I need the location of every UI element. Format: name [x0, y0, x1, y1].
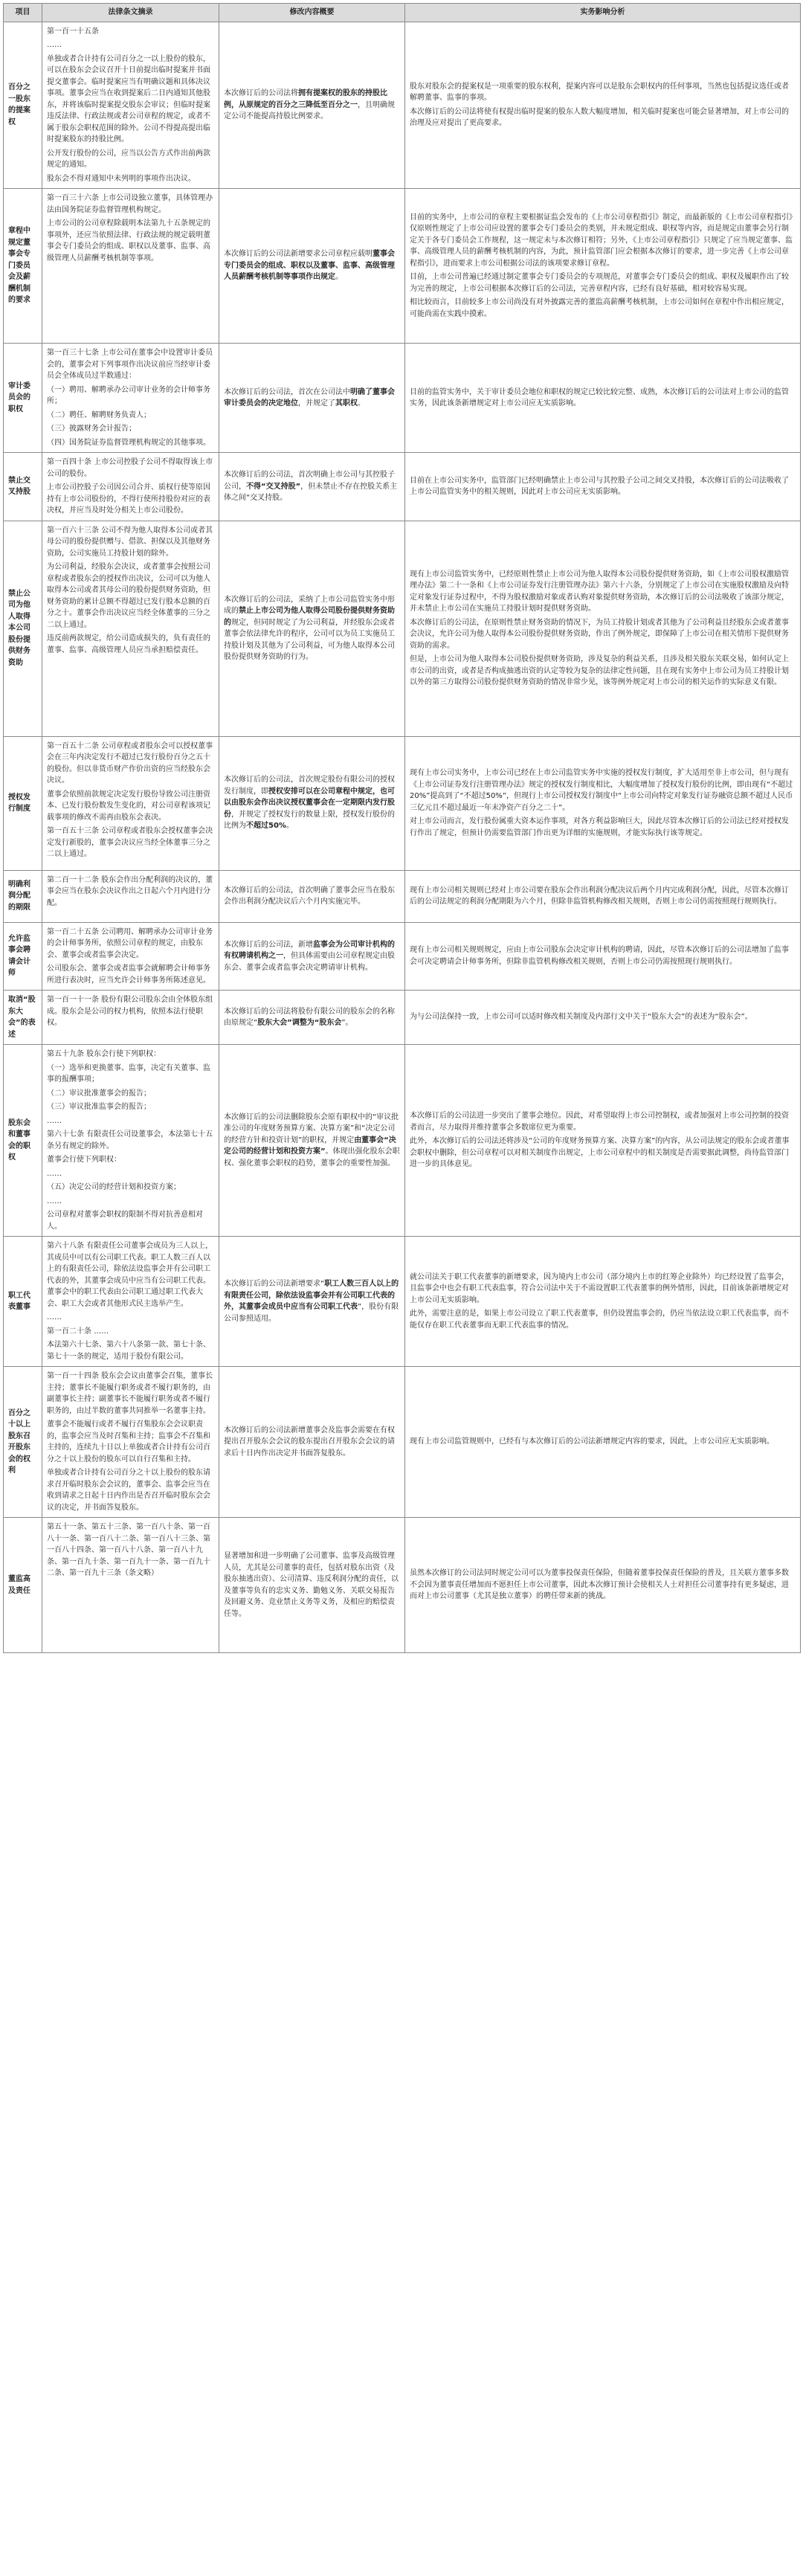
row-practical-impact [405, 1045, 801, 1237]
law-paragraph: （一）选举和更换董事、监事，决定有关董事、监事的报酬事项； [47, 1063, 210, 1083]
table-row [4, 453, 801, 521]
impact-paragraph: 此外，需要注意的是，如果上市公司设立了职工代表董事，但仍设置监事会的，仍应当依法设立职工代表监事，而不能仅存在职工代表董事而无职工代表监事的情况。 [410, 1310, 789, 1330]
summary-text: ，并规定了 [298, 399, 335, 408]
row-law-excerpt [42, 991, 219, 1045]
law-paragraph: 单独或者合计持有公司百分之一以上股份的股东，可以在股东会会议召开十日前提出临时提案并书面提交董事会。临时提案应当有明确议题和具体决议事项。董事会应当在收到提案后二日内通知其他股东，并将该临时提案提交股东会审议；但临时提案违反法律、行政法规或者公司章程的规定，或者不属于股东会职权范围的除外。公司不得提高提出临时提案股东的持股比例。 [47, 54, 210, 144]
impact-paragraph: 此外，本次修订后的公司法还将涉及“公司的年度财务预算方案、决算方案”的内容，从公司法规定的股东会或者董事会职权中删除，但公司章程可以对相关制度作出规定，上市公司章程中的相关制度是否需要据此调整，尚待监管部门进一步的具体意见。 [410, 1137, 790, 1169]
impact-paragraph: 本次修订后的公司法进一步突出了董事会地位。因此，对希望取得上市公司控制权，或者加强对上市公司控制的投资者而言，尽力取得并维持董事会多数席位更为重要。 [410, 1112, 789, 1132]
law-paragraph: …… [47, 1313, 62, 1321]
law-paragraph: 第一百三十六条 上市公司设独立董事，具体管理办法由国务院证券监督管理机构规定。 [47, 194, 213, 214]
impact-paragraph: 目前，上市公司普遍已经通过制定董事会专门委员会的专项规范，对董事会专门委员会的组成、职权及履职作出了较为完善的规定，上市公司根据本次修订后的公司法，完善章程内容，已经有良好基础，相对较容易实现。 [410, 273, 789, 293]
law-paragraph: （五）决定公司的经营计划和投资方案； [47, 1183, 181, 1191]
law-paragraph: 上市公司控股子公司因公司合并、质权行使等原因持有上市公司股份的，不得行使所持股份对应的表决权，并应当及时处分相关上市公司股份。 [47, 483, 210, 515]
summary-text: 本次修订后的公司法，采纳了上市公司监管实务中形成的 [224, 595, 395, 615]
row-law-excerpt [42, 453, 219, 521]
row-item-label: 明确利润分配的期限 [4, 870, 42, 922]
row-item-label: 授权发行制度 [4, 736, 42, 870]
summary-text: ，并规定了授权发行的数量上限，授权发行股份的比例为 [224, 810, 395, 831]
row-change-summary [219, 1367, 405, 1518]
law-paragraph: 公开发行股份的公司，应当以公告方式作出前两款规定的通知。 [47, 149, 210, 169]
law-paragraph: 第一百六十三条 公司不得为他人取得本公司或者其母公司的股份提供赠与、借款、担保以及其他财务资助，公司实施员工持股计划的除外。 [47, 526, 213, 558]
law-paragraph: 第一百五十三条 公司章程或者股东会授权董事会决定发行新股的，董事会决议应当经全体董事三分之二以上通过。 [47, 827, 213, 858]
row-law-excerpt [42, 922, 219, 991]
summary-text: ，但未禁止不存在控股关系主体之间“交叉持股。 [224, 482, 398, 502]
law-paragraph: 公司章程对董事会职权的限制不得对抗善意相对人。 [47, 1211, 203, 1231]
row-practical-impact [405, 453, 801, 521]
law-paragraph: （三）审议批准监事会的报告； [47, 1103, 151, 1111]
summary-text: ”，股份有限公司参照适用。 [224, 1303, 399, 1323]
law-paragraph: （四）国务院证券监督管理机构规定的其他事项。 [47, 438, 210, 447]
row-item-label: 禁止公司为他人取得本公司股份提供财务资助 [4, 521, 42, 736]
row-item-label: 章程中规定董事会专门委员会及薪酬机制的要求 [4, 189, 42, 344]
law-paragraph: 第六十八条 有限责任公司董事会成员为三人以上，其成员中可以有公司职工代表。职工人数三百人以上的有限责任公司，除依法设监事会并有公司职工代表的外，其董事会成员中应当有公司职工代表。董事会中的职工代表由公司职工通过职工代表大会、职工大会或者其他形式民主选举产生。 [47, 1242, 213, 1308]
row-change-summary [219, 1045, 405, 1237]
law-paragraph: 第五十九条 股东会行使下列职权： [47, 1050, 161, 1058]
row-practical-impact [405, 189, 801, 344]
header-law-excerpt: 法律条文摘录 [42, 4, 219, 22]
row-change-summary [219, 22, 405, 189]
summary-text: 本次修订后的公司法，首次规定股份有限公司的授权发行制度，即 [224, 776, 395, 796]
header-practical-impact: 实务影响分析 [405, 4, 801, 22]
law-paragraph: 第一百三十七条 上市公司在董事会中设置审计委员会的，董事会对下列事项作出决议前应当经审计委员会全体成员过半数通过： [47, 349, 213, 380]
impact-paragraph: 本次修订后的公司法，在原则性禁止财务资助的情况下，为员工持股计划或者其他为了公司利益且经股东会或者董事会决议，允许公司为他人取得本公司股份提供财务资助，作出了例外规定，即保障了上市公司在相关情形下提供财务资助的需求。 [410, 618, 789, 650]
summary-emphasis: 职工人数三百人以上的有限责任公司，除依法设监事会并有公司职工代表的外，其董事会成员中应当有公司职工代表 [224, 1280, 399, 1311]
table-row [4, 1518, 801, 1653]
summary-text: 本次修订后的公司法新增要求“ [224, 1280, 325, 1288]
impact-paragraph: 现有上市公司相关规则已经对上市公司要在股东会作出利润分配决议后两个月内完成利润分配，因此，尽管本次修订后的公司法规定的利润分配期限为六个月，但除非监管机构修改相关规则，否则上市公司仍需按照现行规则执行。 [410, 886, 789, 906]
impact-paragraph: 现有上市公司监管实务中，已经原则性禁止上市公司为他人取得本公司股份提供财务资助，如《上市公司股权激励管理办法》第二十一条和《上市公司证券发行注册管理办法》第六十六条，分别规定了上市公司在实施股权激励及向特定对象发行证券过程中，不得为股权激励对象或者认购对象提供财务资助，本次修订后的公司法吸收了该部分规定，并未禁止上市公司在实施员工持股计划时提供财务资助。 [410, 570, 789, 613]
law-paragraph: （一）聘用、解聘承办公司审计业务的会计师事务所； [47, 385, 210, 405]
row-law-excerpt [42, 870, 219, 922]
law-paragraph: 董事会依照前款规定决定发行股份导致公司注册资本、已发行股份数发生变化的，对公司章程该项记载事项的修改不需再由股东会表决。 [47, 790, 210, 822]
table-row [4, 22, 801, 189]
row-item-label: 审计委员会的职权 [4, 344, 42, 453]
table-row [4, 521, 801, 736]
impact-paragraph: 就公司法关于职工代表董事的新增要求，因为境内上市公司（部分境内上市的红筹企业除外）均已经设置了监事会，且监事会中也会有职工代表监事，符合公司法中关于不需设置职工代表董事的例外情形，因此，目前该条新增规定对上市公司无实质影响。 [410, 1272, 789, 1304]
law-paragraph: 上市公司的公司章程除载明本法第九十五条规定的事项外，还应当依照法律、行政法规的规定载明董事会专门委员会的组成、职权以及董事、监事、高级管理人员薪酬考核机制等事项。 [47, 219, 210, 263]
impact-paragraph: 现有上市公司监管规则中，已经有与本次修订后的公司法新增规定内容的要求，因此，上市公司应无实质影响。 [410, 1437, 774, 1446]
row-change-summary [219, 922, 405, 991]
impact-paragraph: 对上市公司而言，发行股份属重大资本运作事项，对各方利益影响巨大，因此尽管本次修订后的公司法已经对授权发行作出了规定，但预计仍需要监管部门作出更为详细的实施规则，才能实际执行该等规定。 [410, 817, 789, 837]
law-paragraph: 第一百四十条 上市公司控股子公司不得取得该上市公司的股份。 [47, 458, 213, 478]
row-item-label: 股东会和董事会的职权 [4, 1045, 42, 1237]
impact-paragraph: 为与公司法保持一致，上市公司可以适时修改相关制度及内部行文中关于“股东大会”的表述为“股东会”。 [410, 1013, 752, 1022]
row-practical-impact [405, 1237, 801, 1367]
row-change-summary [219, 991, 405, 1045]
row-law-excerpt [42, 521, 219, 736]
table-row [4, 736, 801, 870]
law-paragraph: 单独或者合计持有公司百分之十以上股份的股东请求召开临时股东会会议的，董事会、监事会应当在收到请求之日起十日内作出是否召开临时股东会会议的决定，并书面答复股东。 [47, 1469, 210, 1512]
row-item-label: 取消“股东大会”的表述 [4, 991, 42, 1045]
table-row [4, 922, 801, 991]
table-body [4, 22, 801, 1653]
row-change-summary [219, 1237, 405, 1367]
law-paragraph: （二）审议批准董事会的报告； [47, 1089, 151, 1098]
company-law-comparison-table [3, 3, 801, 1653]
impact-paragraph: 相比较而言，目前较多上市公司尚没有对外披露完善的董监高薪酬考核机制，上市公司如何在章程中作出相应规定，可能尚需在实践中摸索。 [410, 298, 789, 318]
row-change-summary [219, 736, 405, 870]
law-paragraph: 为公司利益，经股东会决议，或者董事会按照公司章程或者股东会的授权作出决议，公司可以为他人取得本公司或者其母公司的股份提供财务资助，但财务资助的累计总额不得超过已发行股本总额的百分之十。董事会作出决议应当经全体董事的三分之二以上通过。 [47, 563, 210, 629]
table-row [4, 991, 801, 1045]
table-header-row [4, 4, 801, 22]
summary-text: 本次修订后的公司法将股份有限公司的股东会的名称由原规定“ [224, 1007, 395, 1027]
summary-text: 。 [286, 822, 294, 831]
header-item: 项目 [4, 4, 42, 22]
row-change-summary [219, 189, 405, 344]
summary-text: 显著增加和进一步明确了公司董事、监事及高级管理人员，尤其是公司董事的责任，包括对股东出资（及股东抽逃出资）、公司清算、违反利润分配的责任，以及董事等负有的忠实义务、勤勉义务、关联交易报告及回避义务、竞业禁止义务等义务，及相应的赔偿责任等。 [224, 1552, 399, 1618]
law-paragraph: 第二百一十二条 股东会作出分配利润的决议的，董事会应当在股东会决议作出之日起六个月内进行分配。 [47, 875, 213, 907]
law-paragraph: 第一百一十五条 [47, 27, 99, 36]
summary-text: 本次修订后的公司法，新增 [224, 940, 313, 949]
row-law-excerpt [42, 189, 219, 344]
row-practical-impact [405, 870, 801, 922]
row-law-excerpt [42, 1518, 219, 1653]
summary-text: 本次修订后的公司法将 [224, 89, 298, 97]
summary-emphasis: 拥有提案权的股东的持股比例，从原规定的百分之三降低至百分之一 [224, 89, 387, 109]
law-paragraph: …… [47, 1169, 62, 1178]
summary-emphasis: 其职权 [335, 399, 358, 408]
law-paragraph: …… [47, 1197, 62, 1205]
impact-paragraph: 股东对股东会的提案权是一项重要的股东权利，提案内容可以是股东会职权内的任何事项，当然也包括提议选任或者解聘董事、监事的事项。 [410, 82, 789, 103]
law-paragraph: 第五十一条、第五十三条、第一百八十条、第一百八十一条、第一百八十二条、第一百八十三条、第一百八十四条、第一百八十八条、第一百八十九条、第一百九十条、第一百九十一条、第一百九十二条、第一百九十三条（条文略） [47, 1523, 210, 1577]
summary-emphasis: 授权安排可以在公司章程中规定，也可以由股东会作出决议授权董事会在一定期限内发行股份 [224, 787, 395, 819]
summary-emphasis: 明确了董事会审计委员会的决定地位 [224, 387, 395, 408]
impact-paragraph: 现有上市公司相关规则规定，应由上市公司股东会决定审计机构的聘请，因此，尽管本次修订后的公司法增加了监事会可决定聘请会计师事务所，但除非监管机构修改相关规则，否则上市公司仍需按照现行规则执行。 [410, 946, 789, 966]
law-paragraph: 第一百二十条 …… [47, 1327, 109, 1336]
row-law-excerpt [42, 22, 219, 189]
law-paragraph: 董事会行使下列职权： [47, 1156, 121, 1164]
law-paragraph: 公司股东会、董事会或者监事会就解聘会计师事务所进行表决时，应当允许会计师事务所陈述意见。 [47, 965, 210, 985]
summary-emphasis: 不超过50% [246, 822, 286, 831]
summary-text: 。 [335, 273, 343, 282]
impact-paragraph: 但是，上市公司为他人取得本公司股份提供财务资助，涉及复杂的利益关系，且涉及相关股东关联交易，如何认定上市公司的出资，或者是否构成抽逃出资的认定等较为复杂的法律定性问题，且在现有实务中上市公司为员工持股计划以外的第三方取得公司股份提供财务资助的情况非常少见，该等例外规定对上市公司的相关运作的实际意义有限。 [410, 655, 789, 686]
impact-paragraph: 虽然本次修订的公司法同时规定公司可以为董事投保责任保险，但随着董事投保责任保险的普及，且关联方董事多数不会因为董事责任增加而不愿担任上市公司董事，因此本次修订预计会使相关人士对担任公司董事持有更多疑虑，进而对上市公司董事（尤其是独立董事）的聘任带来新的挑战。 [410, 1569, 789, 1601]
row-item-label: 职工代表董事 [4, 1237, 42, 1367]
summary-text: 本次修订后的公司法删除股东会原有职权中的“审议批准公司的年度财务预算方案、决算方案”和“决定公司的经营方针和投资计划”的职权，并规定 [224, 1112, 399, 1144]
law-paragraph: （二）聘任、解聘财务负责人； [47, 410, 151, 419]
summary-emphasis: 董事会专门委员会的组成、职权以及董事、监事、高级管理人员薪酬考核机制等事项作出规定 [224, 250, 395, 282]
row-item-label: 百分之一股东的提案权 [4, 22, 42, 189]
table-row [4, 870, 801, 922]
row-practical-impact [405, 922, 801, 991]
table-row [4, 1237, 801, 1367]
impact-paragraph: 目前的实务中，上市公司的章程主要根据证监会发布的《上市公司章程指引》制定，而最新版的《上市公司章程指引》仅原则性规定了上市公司应设置的董事会专门委员会的类别，并未规定组成、职权等内容，而是规定由董事会另行制定关于各专门委员会工作规程，这一规定未与本次修订相符；另外，《上市公司章程指引》只规定了应当规定董事、监事、高级管理人员的薪酬考核机制的内容，为此，预计监管部门应会根据本次修订的要求，进一步完善《上市公司章程指引》，进而要求上市公司根据公司法的该项要求修订章程。 [410, 213, 793, 268]
summary-text: ，且明确规定公司不能提高持股比例要求。 [224, 100, 395, 120]
table-row [4, 1367, 801, 1518]
row-practical-impact [405, 1367, 801, 1518]
law-paragraph: 第一百五十二条 公司章程或者股东会可以授权董事会在三年内决定发行不超过已发行股份百分之五十的股份。但以非货币财产作价出资的应当经股东会决议。 [47, 741, 213, 785]
row-practical-impact [405, 991, 801, 1045]
impact-paragraph: 目前的监管实务中，关于审计委员会地位和职权的规定已较比较完整、成熟，本次修订后的公司法对上市公司的监管实务，因此该条新增规定对上市公司应无实质影响。 [410, 387, 789, 408]
summary-text: 。体现出强化股东会职权、强化董事会职权的趋势，董事会的重要性加强。 [224, 1147, 400, 1168]
row-change-summary [219, 1518, 405, 1653]
table-row [4, 1045, 801, 1237]
impact-paragraph: 现有上市公司实务中，上市公司已经在上市公司监管实务中实施的授权发行制度，扩大适用至非上市公司，但与现有《上市公司证券发行注册管理办法》规定的授权发行制度相比，大幅度增加了授权发行股份的比例，即由现有“不超过20%”提高到了“不超过50%”，但现行上市公司授权发行制度中“上市公司向特定对象发行证券融资总额不超过人民币三亿元且不超过最近一年末净资产百分之二十”。 [410, 769, 793, 812]
summary-emphasis: 由董事会“决定公司的经营计划和投资方案” [224, 1136, 396, 1156]
row-item-label: 禁止交叉持股 [4, 453, 42, 521]
law-paragraph: 第一百一十四条 股东会会议由董事会召集，董事长主持；董事长不能履行职务或者不履行职务的，由副董事长主持；副董事长不能履行职务或者不履行职务的，由过半数的董事共同推举一名董事主持。 [47, 1372, 213, 1415]
summary-text: 规定，但同时规定了为公司利益，并经股东会或者董事会依法律允许的程序，公司可以为员工实施员工持股计划及其他为了公司利益，可为他人取得本公司股份提供财务资助的行为。 [224, 618, 395, 661]
row-change-summary [219, 870, 405, 922]
summary-emphasis: 股东大会”调整为“股东会 [257, 1019, 342, 1027]
summary-text: 本次修订后的公司法，首次明确上市公司与其控股子公司， [224, 471, 395, 491]
row-practical-impact [405, 736, 801, 870]
summary-emphasis: 不得“交叉持股” [246, 482, 301, 491]
summary-text: 。 [358, 399, 365, 408]
summary-emphasis: 监事会为公司审计机构的有权聘请机构之一 [224, 940, 395, 960]
row-item-label: 允许监事会聘请会计师 [4, 922, 42, 991]
law-paragraph: 董事会不能履行或者不履行召集股东会会议职责的，监事会应当及时召集和主持；监事会不召集和主持的，连续九十日以上单独或者合计持有公司百分之十以上股份的股东可以自行召集和主持。 [47, 1420, 210, 1464]
law-paragraph: 本法第六十七条、第六十八条第一款、第七十条、第七十一条的规定，适用于股份有限公司。 [47, 1341, 210, 1361]
row-practical-impact [405, 1518, 801, 1653]
summary-text: ，但具体需要由公司章程规定由股东会、董事会或者监事会决定聘请审计机构。 [224, 952, 395, 972]
impact-paragraph: 本次修订后的公司法将使有权提出临时提案的股东人数大幅度增加，相关临时提案也可能会显著增加，对上市公司的治理及应对提出了更高要求。 [410, 107, 789, 128]
summary-text: 本次修订后的公司法，首次明确了董事会应当在股东会作出利润分配决议后六个月内实施完毕。 [224, 886, 395, 906]
summary-emphasis: 禁止上市公司为他人取得公司股份提供财务资助的 [224, 607, 395, 627]
row-law-excerpt [42, 1367, 219, 1518]
law-paragraph: 第一百二十五条 公司聘用、解聘承办公司审计业务的会计师事务所，依照公司章程的规定，由股东会、董事会或者监事会决定。 [47, 927, 213, 959]
row-law-excerpt [42, 1237, 219, 1367]
summary-text: 本次修订后的公司法新增董事会及监事会需要在有权提出召开股东会会议的股东提出召开股东会会议的请求后十日内作出决定并书面答复股东。 [224, 1426, 395, 1458]
row-practical-impact [405, 22, 801, 189]
summary-text: 本次修订后的公司法新增要求公司章程应载明 [224, 250, 373, 259]
header-change-summary: 修改内容概要 [219, 4, 405, 22]
table-row [4, 189, 801, 344]
law-paragraph: 第一百一十一条 股份有限公司股东会由全体股东组成。股东会是公司的权力机构，依照本法行使职权。 [47, 996, 213, 1027]
law-paragraph: 第六十七条 有限责任公司设董事会，本法第七十五条另有规定的除外。 [47, 1130, 213, 1150]
row-item-label: 百分之十以上股东召开股东会的权利 [4, 1367, 42, 1518]
law-paragraph: 违反前两款规定，给公司造成损失的，负有责任的董事、监事、高级管理人员应当承担赔偿责任。 [47, 634, 210, 654]
law-paragraph: …… [47, 1116, 62, 1125]
row-change-summary [219, 344, 405, 453]
row-law-excerpt [42, 1045, 219, 1237]
row-item-label: 董监高及责任 [4, 1518, 42, 1653]
law-paragraph: 股东会不得对通知中未列明的事项作出决议。 [47, 174, 196, 183]
summary-text: ”。 [341, 1019, 353, 1027]
law-paragraph: （三）披露财务会计报告； [47, 425, 136, 433]
law-paragraph: …… [47, 41, 62, 49]
table-row [4, 344, 801, 453]
summary-text: 本次修订后的公司法，首次在公司法中 [224, 387, 350, 396]
row-practical-impact [405, 521, 801, 736]
impact-paragraph: 目前在上市公司实务中，监管部门已经明确禁止上市公司与其控股子公司之间交叉持股，本次修订后的公司法吸收了上市公司监管实务中的相关规则，因此对上市公司应无实质影响。 [410, 476, 789, 497]
row-change-summary [219, 453, 405, 521]
row-law-excerpt [42, 736, 219, 870]
row-change-summary [219, 521, 405, 736]
row-law-excerpt [42, 344, 219, 453]
row-practical-impact [405, 344, 801, 453]
